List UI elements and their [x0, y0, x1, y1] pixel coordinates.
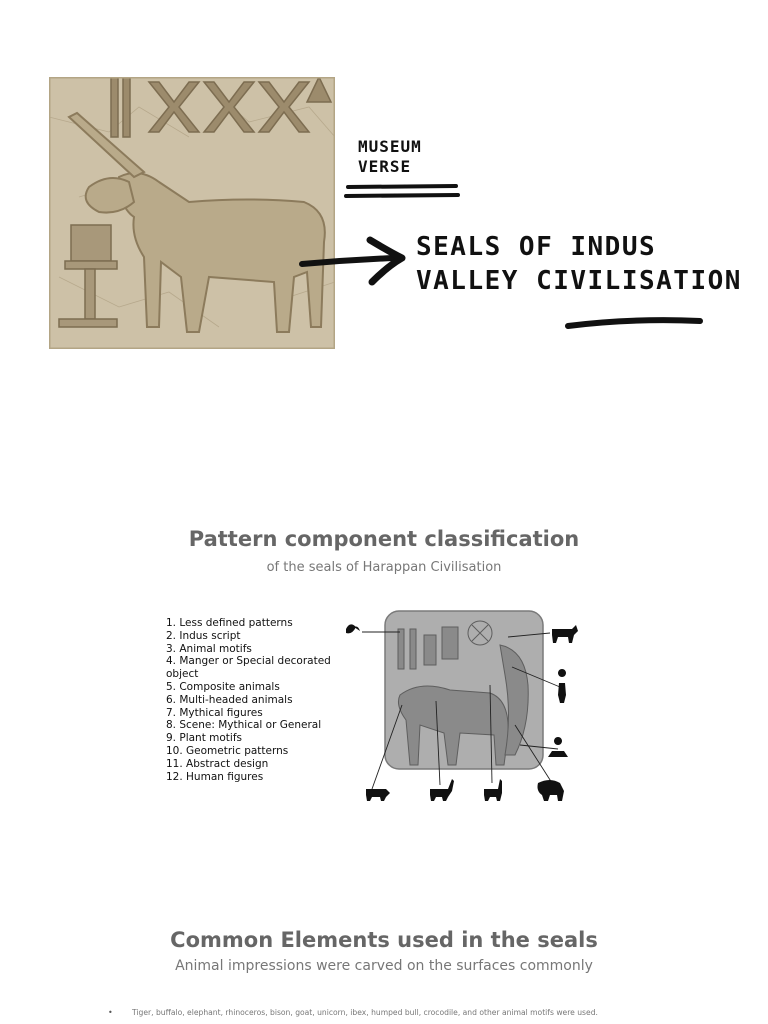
unicorn-seal-image — [49, 77, 335, 349]
list-item: 8. Scene: Mythical or General — [166, 719, 322, 732]
list-item: 2. Indus script — [166, 629, 241, 642]
unicorn-seal-drawing — [49, 77, 335, 349]
arrow-right-icon — [298, 232, 410, 288]
section-subtitle-common-elements: Animal impressions were carved on the surfaces commonly — [175, 958, 593, 974]
section-subtitle-classification: of the seals of Harappan Civilisation — [266, 560, 502, 575]
seated-figure-icon — [548, 737, 568, 757]
human-figure-icon — [558, 669, 566, 703]
ibex-icon — [430, 779, 454, 801]
list-item: 1. Less defined patterns — [166, 617, 293, 629]
list-item: 11. Abstract design — [166, 757, 269, 770]
tiger-icon — [366, 789, 390, 801]
goat-icon — [484, 779, 502, 801]
list-item: 6. Multi-headed animals — [166, 693, 293, 706]
animal-bullet-list — [108, 1007, 728, 1019]
brand-line-1: MUSEUM — [358, 137, 422, 156]
list-item: 3. Animal motifs — [166, 642, 252, 655]
title-line-2: VALLEY CIVILISATION — [416, 266, 742, 296]
list-item: • Tiger, buffalo, elephant, rhinoceros, bison, goat, unicorn, ibex, humped bull, crocodile, and other animal motifs were used. — [108, 1007, 728, 1019]
brand-underline — [344, 182, 460, 202]
title-line-1: SEALS OF INDUS — [416, 232, 657, 262]
list-item: 4. Manger or Special decorated object — [166, 655, 331, 681]
title-underline — [562, 314, 706, 334]
page-title — [416, 230, 742, 298]
bull-icon — [552, 625, 578, 643]
list-item: 10. Geometric patterns — [166, 744, 289, 757]
annotated-seal-diagram — [340, 605, 580, 805]
brand-line-2: VERSE — [358, 157, 412, 176]
section-title-classification: Pattern component classification — [188, 527, 580, 551]
list-item: 7. Mythical figures — [166, 706, 263, 719]
section-title-common-elements: Common Elements used in the seals — [170, 928, 598, 952]
list-item: 9. Plant motifs — [166, 732, 243, 745]
brand-label — [358, 137, 478, 177]
classification-list — [166, 617, 341, 783]
snake-icon — [346, 624, 360, 633]
elephant-icon — [538, 780, 565, 801]
list-item: 12. Human figures — [166, 770, 264, 783]
list-item: 5. Composite animals — [166, 680, 280, 693]
